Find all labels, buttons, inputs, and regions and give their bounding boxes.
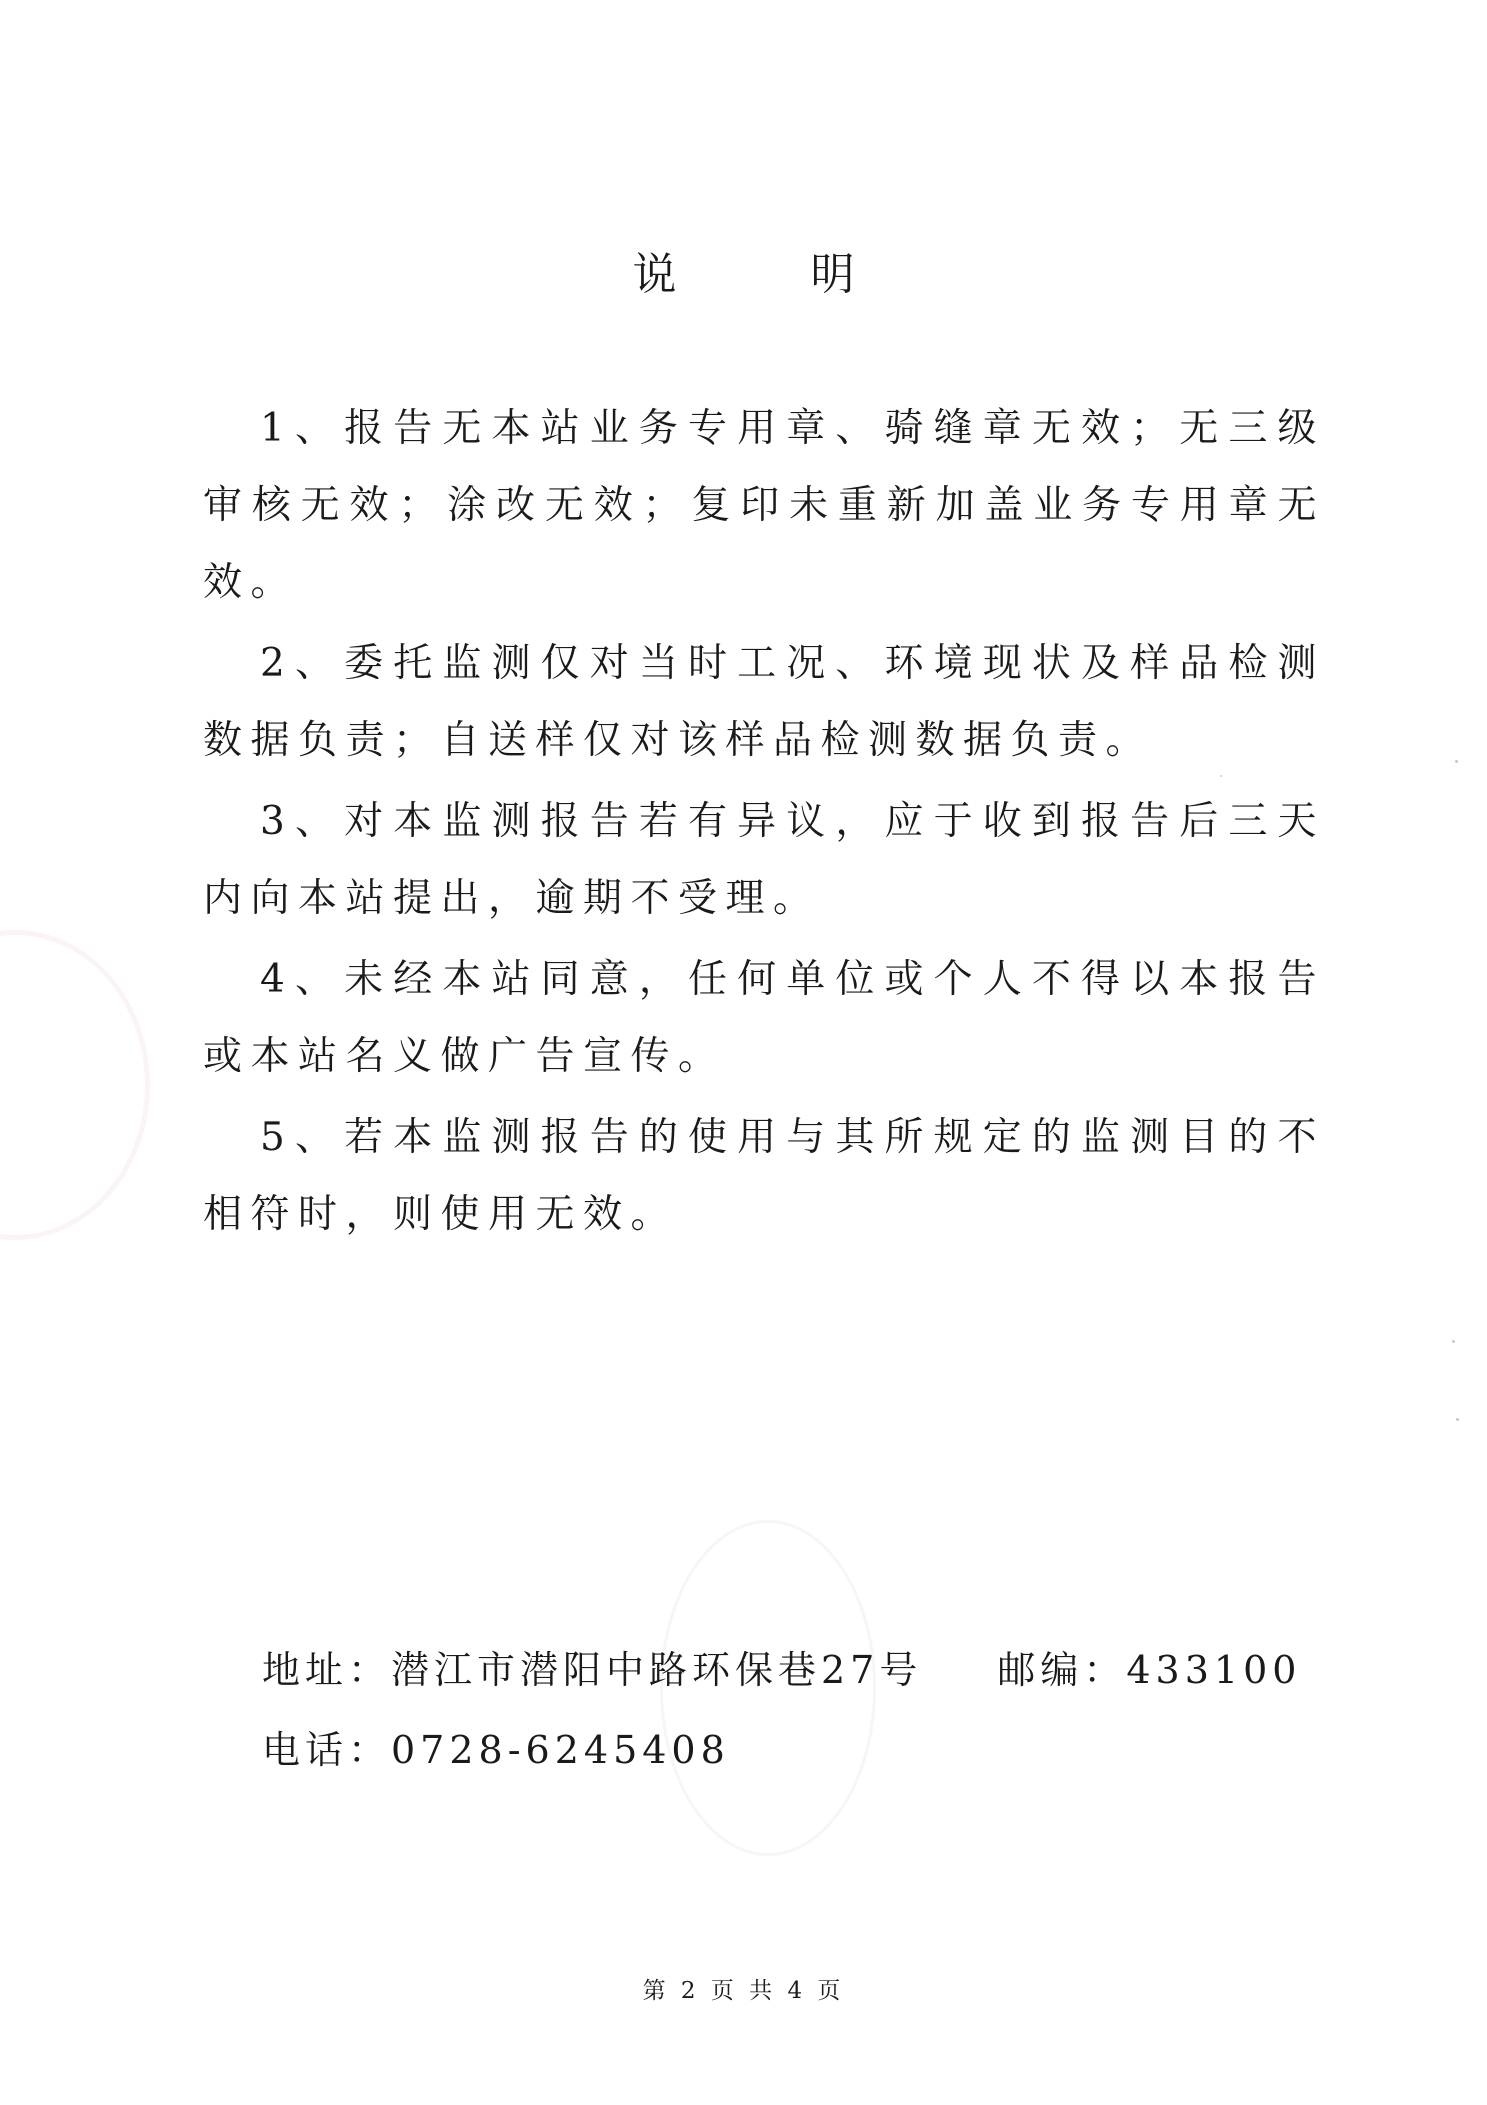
phone-line (262, 1720, 1301, 1800)
note-item: 4、未经本站同意，任何单位或个人不得以本报告或本站名义做广告宣传。 (203, 957, 1325, 1079)
note-item: 2、委托监测仅对当时工况、环境现状及样品检测数据负责；自送样仅对该样品检测数据负责。 (203, 641, 1325, 763)
page-title: 说 明 (632, 249, 915, 300)
notes-list (203, 390, 1325, 1257)
note-item: 3、对本监测报告若有异议，应于收到报告后三天内向本站提出，逾期不受理。 (203, 799, 1325, 921)
address-line (262, 1640, 1301, 1720)
page-number: 第 2 页 共 4 页 (642, 1978, 845, 2004)
contact-info (262, 1640, 1301, 1800)
scan-speck (1456, 1418, 1459, 1421)
seal-trace (0, 930, 150, 1240)
scan-speck (1455, 760, 1458, 763)
note-item: 5、若本监测报告的使用与其所规定的监测目的不相符时，则使用无效。 (203, 1115, 1325, 1237)
phone-text: 电话：0728-6245408 (262, 1728, 730, 1772)
address-text: 地址：潜江市潜阳中路环保巷27号 (262, 1648, 923, 1692)
postcode-text: 邮编：433100 (997, 1648, 1302, 1692)
note-item: 1、报告无本站业务专用章、骑缝章无效；无三级审核无效；涂改无效；复印未重新加盖业务专用章无效。 (203, 406, 1325, 605)
scan-speck (1452, 1340, 1455, 1343)
